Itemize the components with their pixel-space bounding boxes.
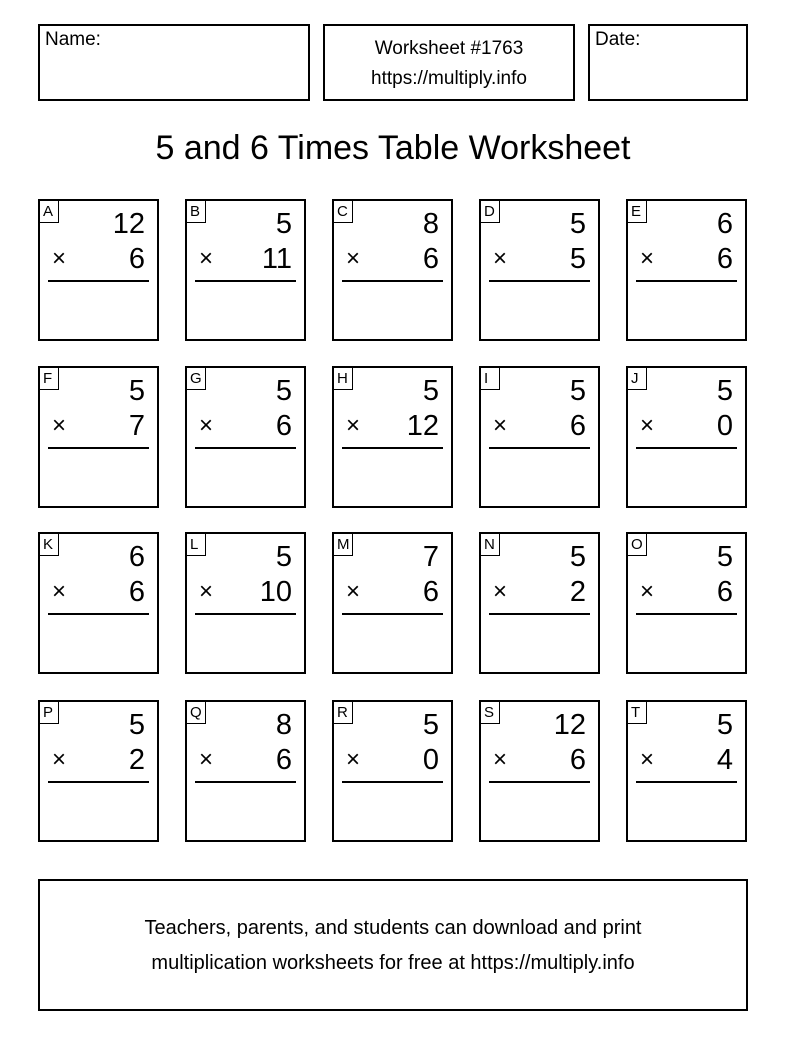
problem-bottom-number: 0: [716, 410, 733, 442]
footer-note: [38, 879, 748, 1011]
problem-bottom-number: 6: [422, 576, 439, 608]
problem-card[interactable]: [626, 700, 747, 842]
problem-letter: O: [628, 534, 647, 556]
multiply-sign: ×: [640, 746, 655, 773]
answer-line: [636, 447, 737, 449]
problem-bottom-number: 6: [275, 410, 292, 442]
problem-letter: N: [481, 534, 500, 556]
problem-bottom-number: 6: [716, 576, 733, 608]
problem-letter: R: [334, 702, 353, 724]
name-label: Name:: [45, 29, 101, 50]
problem-card[interactable]: [479, 199, 600, 341]
answer-line: [489, 447, 590, 449]
footer-line-2: multiplication worksheets for free at https://multiply.info: [151, 952, 635, 974]
answer-line: [636, 613, 737, 615]
answer-line: [636, 781, 737, 783]
answer-line: [195, 447, 296, 449]
multiply-sign: ×: [346, 578, 361, 605]
multiply-sign: ×: [52, 245, 67, 272]
problem-bottom-number: 6: [569, 410, 586, 442]
multiply-sign: ×: [640, 412, 655, 439]
answer-line: [48, 447, 149, 449]
problem-top-number: 12: [553, 709, 586, 741]
problem-bottom-number: 4: [716, 744, 733, 776]
problem-bottom-number: 2: [128, 744, 145, 776]
multiply-sign: ×: [346, 412, 361, 439]
problem-card[interactable]: [185, 366, 306, 508]
answer-line: [48, 781, 149, 783]
problem-card[interactable]: [38, 366, 159, 508]
problem-top-number: 5: [716, 709, 733, 741]
problem-letter: F: [40, 368, 59, 390]
page-title: 5 and 6 Times Table Worksheet: [155, 129, 631, 167]
problem-letter: K: [40, 534, 59, 556]
multiply-sign: ×: [199, 412, 214, 439]
footer-line-1: Teachers, parents, and students can download and print: [144, 917, 642, 939]
name-field[interactable]: [38, 24, 310, 101]
problem-top-number: 5: [422, 375, 439, 407]
multiply-sign: ×: [52, 412, 67, 439]
problem-bottom-number: 6: [422, 243, 439, 275]
problem-bottom-number: 11: [261, 243, 292, 275]
worksheet-url: https://multiply.info: [371, 68, 527, 89]
multiply-sign: ×: [199, 245, 214, 272]
problem-letter: J: [628, 368, 647, 390]
problem-card[interactable]: [185, 532, 306, 674]
problem-bottom-number: 6: [716, 243, 733, 275]
problem-card[interactable]: [185, 199, 306, 341]
problem-letter: T: [628, 702, 647, 724]
problem-top-number: 5: [128, 375, 145, 407]
problem-bottom-number: 10: [259, 576, 292, 608]
problem-card[interactable]: [626, 532, 747, 674]
date-field[interactable]: [588, 24, 748, 101]
problem-letter: I: [481, 368, 500, 390]
multiply-sign: ×: [493, 245, 508, 272]
answer-line: [342, 280, 443, 282]
multiply-sign: ×: [640, 578, 655, 605]
problem-top-number: 8: [422, 208, 439, 240]
answer-line: [489, 280, 590, 282]
problem-top-number: 6: [128, 541, 145, 573]
problem-letter: A: [40, 201, 59, 223]
problem-bottom-number: 6: [128, 243, 145, 275]
answer-line: [489, 613, 590, 615]
multiply-sign: ×: [493, 746, 508, 773]
problem-letter: C: [334, 201, 353, 223]
problem-top-number: 12: [112, 208, 145, 240]
problem-bottom-number: 2: [569, 576, 586, 608]
problem-card[interactable]: [38, 199, 159, 341]
problem-top-number: 5: [716, 375, 733, 407]
worksheet-info-box: [323, 24, 575, 101]
problem-letter: P: [40, 702, 59, 724]
problem-letter: Q: [187, 702, 206, 724]
problem-card[interactable]: [332, 532, 453, 674]
problem-top-number: 5: [569, 375, 586, 407]
problem-letter: H: [334, 368, 353, 390]
multiply-sign: ×: [346, 245, 361, 272]
problem-card[interactable]: [332, 199, 453, 341]
problem-top-number: 5: [422, 709, 439, 741]
problem-top-number: 5: [569, 541, 586, 573]
problem-top-number: 5: [275, 541, 292, 573]
problem-card[interactable]: [479, 700, 600, 842]
problem-top-number: 5: [716, 541, 733, 573]
problem-bottom-number: 0: [422, 744, 439, 776]
problem-top-number: 8: [275, 709, 292, 741]
problem-top-number: 5: [569, 208, 586, 240]
problem-letter: S: [481, 702, 500, 724]
multiply-sign: ×: [52, 746, 67, 773]
multiply-sign: ×: [493, 412, 508, 439]
problem-card[interactable]: [479, 366, 600, 508]
multiply-sign: ×: [493, 578, 508, 605]
problem-top-number: 6: [716, 208, 733, 240]
answer-line: [636, 280, 737, 282]
problem-letter: G: [187, 368, 206, 390]
problem-card[interactable]: [626, 199, 747, 341]
problem-card[interactable]: [626, 366, 747, 508]
multiply-sign: ×: [199, 746, 214, 773]
problem-card[interactable]: [332, 366, 453, 508]
problem-bottom-number: 7: [128, 410, 145, 442]
problem-card[interactable]: [479, 532, 600, 674]
problem-letter: M: [334, 534, 353, 556]
worksheet-number: Worksheet #1763: [374, 38, 524, 59]
problem-bottom-number: 12: [406, 410, 439, 442]
problem-letter: B: [187, 201, 206, 223]
answer-line: [342, 447, 443, 449]
problem-bottom-number: 5: [569, 243, 586, 275]
problem-top-number: 5: [128, 709, 145, 741]
date-label: Date:: [595, 29, 641, 50]
problem-bottom-number: 6: [275, 744, 292, 776]
answer-line: [48, 613, 149, 615]
problem-bottom-number: 6: [569, 744, 586, 776]
multiply-sign: ×: [199, 578, 214, 605]
problem-letter: D: [481, 201, 500, 223]
problem-top-number: 5: [275, 375, 292, 407]
answer-line: [195, 781, 296, 783]
problem-card[interactable]: [332, 700, 453, 842]
problem-bottom-number: 6: [128, 576, 145, 608]
answer-line: [489, 781, 590, 783]
answer-line: [195, 613, 296, 615]
problem-letter: E: [628, 201, 647, 223]
multiply-sign: ×: [640, 245, 655, 272]
problem-top-number: 7: [422, 541, 439, 573]
problem-top-number: 5: [275, 208, 292, 240]
answer-line: [342, 613, 443, 615]
problem-card[interactable]: [38, 532, 159, 674]
multiply-sign: ×: [52, 578, 67, 605]
answer-line: [48, 280, 149, 282]
answer-line: [195, 280, 296, 282]
multiply-sign: ×: [346, 746, 361, 773]
answer-line: [342, 781, 443, 783]
problem-card[interactable]: [185, 700, 306, 842]
problem-card[interactable]: [38, 700, 159, 842]
problem-letter: L: [187, 534, 206, 556]
